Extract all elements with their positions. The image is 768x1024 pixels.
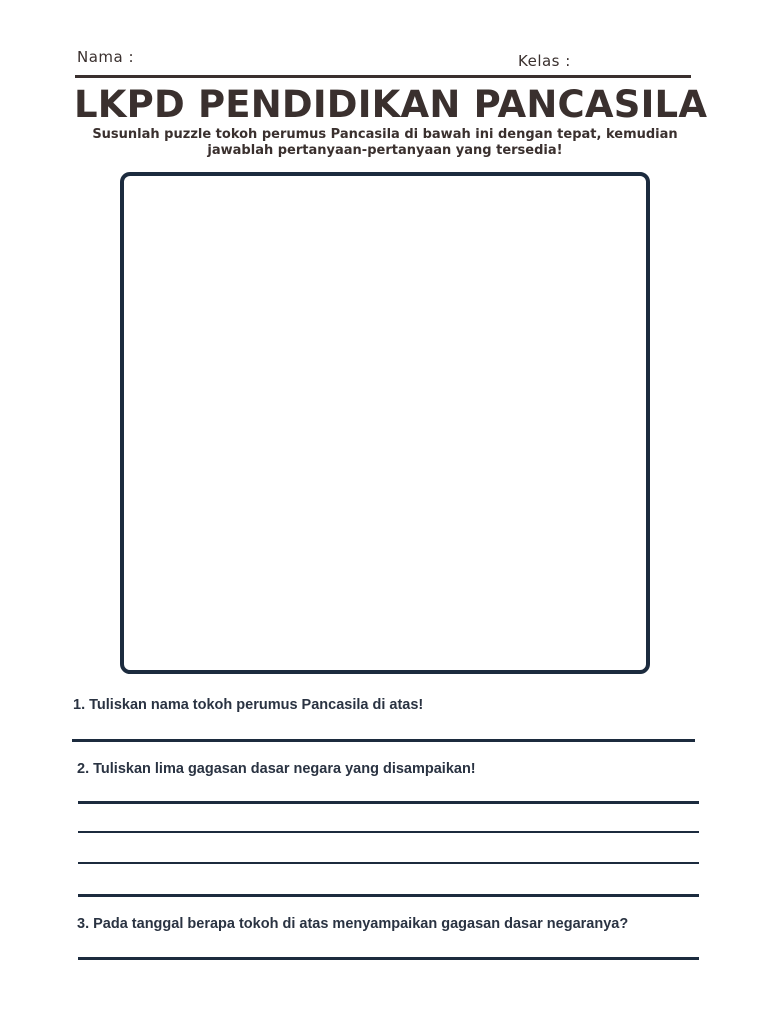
- instruction-text: Susunlah puzzle tokoh perumus Pancasila di bawah ini dengan tepat, kemudian jawablah pertanyaan-pertanyaan yang tersedia!: [92, 127, 678, 158]
- nama-label: Nama :: [77, 48, 135, 66]
- page-title: LKPD PENDIDIKAN PANCASILA: [74, 83, 708, 126]
- question-3: 3. Pada tanggal berapa tokoh di atas menyampaikan gagasan dasar negaranya?: [77, 916, 629, 932]
- kelas-label: Kelas :: [518, 52, 571, 70]
- header-divider: [75, 75, 691, 78]
- puzzle-frame[interactable]: [120, 172, 650, 674]
- answer-line[interactable]: [78, 957, 699, 960]
- answer-line[interactable]: [72, 739, 695, 742]
- answer-line[interactable]: [78, 894, 699, 897]
- answer-line[interactable]: [78, 831, 699, 833]
- answer-line[interactable]: [78, 862, 699, 864]
- question-2: 2. Tuliskan lima gagasan dasar negara yang disampaikan!: [77, 761, 476, 777]
- question-1: 1. Tuliskan nama tokoh perumus Pancasila di atas!: [73, 697, 424, 713]
- answer-line[interactable]: [78, 801, 699, 804]
